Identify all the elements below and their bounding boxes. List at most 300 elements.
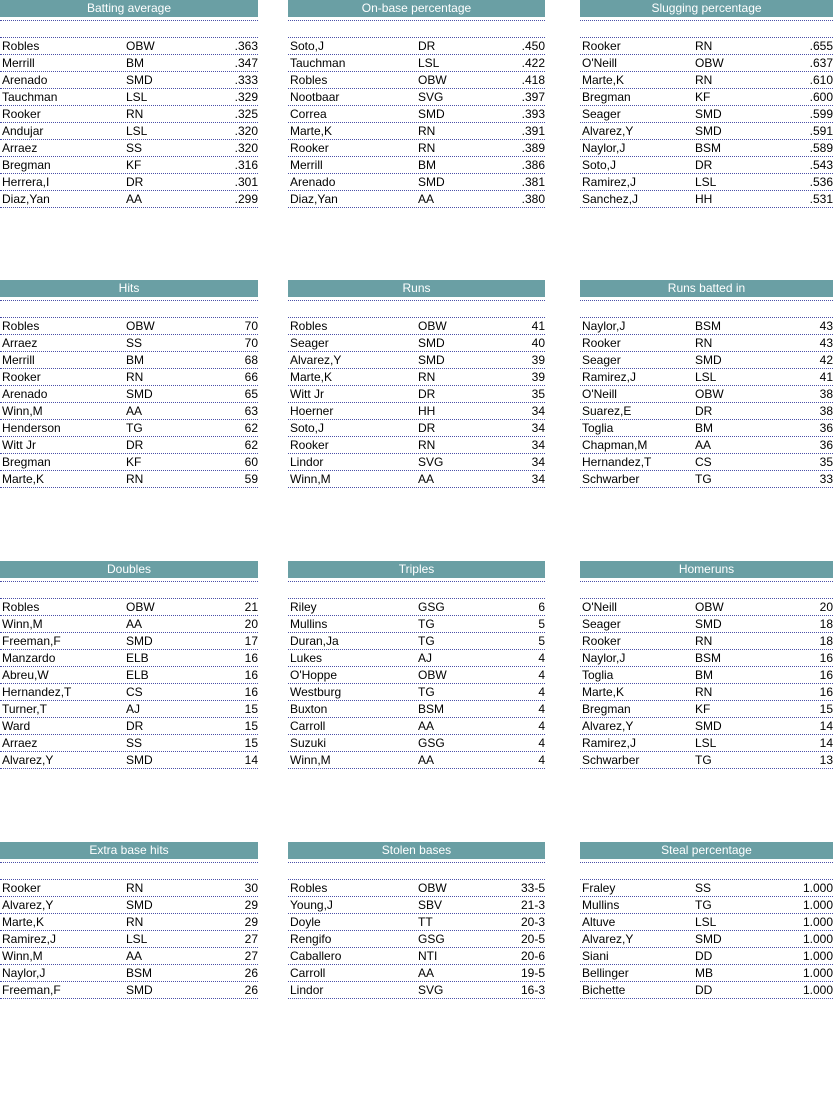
table-row [0, 123, 258, 140]
player-name: Mullins [290, 617, 328, 631]
stat-value: .397 [521, 90, 545, 104]
team-code: TT [418, 915, 433, 929]
stat-value: 21-3 [520, 898, 545, 912]
team-code: MB [695, 966, 713, 980]
player-name: Arenado [2, 73, 48, 87]
team-code: AA [126, 404, 143, 418]
player-name: O'Neill [582, 600, 617, 614]
stat-value: 1.000 [802, 966, 833, 980]
leader-table-extra-base-hits [0, 842, 258, 1054]
divider [288, 862, 545, 863]
player-name: Tauchman [290, 56, 346, 70]
stat-value: .363 [234, 39, 258, 53]
table-row [580, 880, 833, 897]
table-row [0, 191, 258, 208]
team-code: OBW [695, 56, 724, 70]
stat-value: 41 [531, 319, 545, 333]
team-code: SS [126, 141, 143, 155]
team-code: BM [695, 668, 713, 682]
table-row [580, 140, 833, 157]
player-name: Marte,K [582, 73, 625, 87]
stat-value: 70 [244, 319, 258, 333]
stat-value: .531 [809, 192, 833, 206]
stat-value: 43 [819, 336, 833, 350]
team-code: BSM [695, 651, 722, 665]
stat-value: 16 [819, 685, 833, 699]
player-name: Naylor,J [582, 651, 626, 665]
table-row [288, 880, 545, 897]
row-divider [580, 207, 833, 208]
stat-value: 16-3 [520, 983, 545, 997]
divider [580, 20, 833, 21]
team-code: TG [418, 617, 435, 631]
table-row [288, 89, 545, 106]
stat-value: 1.000 [802, 898, 833, 912]
stat-value: 68 [244, 353, 258, 367]
player-name: Tauchman [2, 90, 58, 104]
stat-value: 36 [819, 421, 833, 435]
stats-section [0, 842, 833, 1108]
stat-value: 62 [244, 421, 258, 435]
table-row [580, 616, 833, 633]
team-code: AA [418, 753, 435, 767]
table-row [0, 650, 258, 667]
team-code: RN [695, 634, 713, 648]
stat-value: 41 [819, 370, 833, 384]
team-code: CS [695, 455, 712, 469]
table-row [580, 386, 833, 403]
team-code: DR [418, 421, 436, 435]
table-header: Batting average [0, 0, 258, 17]
team-code: HH [695, 192, 713, 206]
player-name: Bregman [2, 158, 51, 172]
table-row [580, 106, 833, 123]
table-row [288, 140, 545, 157]
stat-value: .450 [521, 39, 545, 53]
table-row [0, 931, 258, 948]
stat-value: 4 [538, 685, 545, 699]
player-name: Hernandez,T [582, 455, 652, 469]
player-name: Witt Jr [2, 438, 36, 452]
stat-value: 36 [819, 438, 833, 452]
team-code: AA [126, 617, 143, 631]
stat-value: .591 [809, 124, 833, 138]
table-row [580, 318, 833, 335]
stat-value: 1.000 [802, 915, 833, 929]
player-name: Diaz,Yan [2, 192, 50, 206]
table-row [288, 38, 545, 55]
team-code: AA [418, 966, 435, 980]
team-code: SMD [695, 353, 722, 367]
team-code: OBW [126, 600, 155, 614]
stat-value: 4 [538, 702, 545, 716]
team-code: TG [418, 685, 435, 699]
team-code: SS [695, 881, 712, 895]
player-name: Robles [290, 73, 328, 87]
player-name: Bichette [582, 983, 626, 997]
player-name: Witt Jr [290, 387, 324, 401]
player-name: Rooker [2, 107, 41, 121]
player-name: Arenado [2, 387, 48, 401]
player-name: Alvarez,Y [582, 719, 634, 733]
table-header: Doubles [0, 561, 258, 578]
team-code: AJ [418, 651, 433, 665]
team-code: LSL [695, 175, 717, 189]
player-name: Winn,M [290, 753, 331, 767]
player-name: Rooker [582, 39, 621, 53]
stat-value: .333 [234, 73, 258, 87]
team-code: OBW [418, 668, 447, 682]
stat-value: .418 [521, 73, 545, 87]
team-code: SMD [695, 617, 722, 631]
team-code: RN [126, 370, 144, 384]
player-name: Correa [290, 107, 327, 121]
player-name: Carroll [290, 966, 326, 980]
stat-value: 1.000 [802, 932, 833, 946]
team-code: SMD [418, 353, 445, 367]
team-code: TG [695, 753, 712, 767]
table-row [0, 55, 258, 72]
table-row [288, 106, 545, 123]
stat-value: 30 [244, 881, 258, 895]
table-header: Runs [288, 280, 545, 297]
team-code: RN [695, 39, 713, 53]
team-code: SMD [126, 634, 153, 648]
player-name: Siani [582, 949, 609, 963]
table-row [288, 318, 545, 335]
player-name: Henderson [2, 421, 61, 435]
team-code: RN [418, 370, 436, 384]
team-code: DR [126, 438, 144, 452]
stat-value: 16 [244, 668, 258, 682]
stats-section [0, 561, 833, 827]
table-row [288, 403, 545, 420]
team-code: OBW [695, 387, 724, 401]
player-name: Hernandez,T [2, 685, 72, 699]
team-code: DR [126, 175, 144, 189]
stat-value: 34 [531, 404, 545, 418]
table-row [580, 437, 833, 454]
stat-value: .381 [521, 175, 545, 189]
table-row [580, 352, 833, 369]
player-name: Rooker [582, 634, 621, 648]
table-row [580, 369, 833, 386]
team-code: SMD [418, 107, 445, 121]
table-row [288, 667, 545, 684]
table-row [580, 701, 833, 718]
table-row [0, 752, 258, 769]
stat-value: 27 [244, 949, 258, 963]
team-code: DD [695, 949, 713, 963]
player-name: Lindor [290, 455, 324, 469]
player-name: Alvarez,Y [2, 898, 54, 912]
stat-value: 19-5 [520, 966, 545, 980]
team-code: CS [126, 685, 143, 699]
player-name: Robles [290, 319, 328, 333]
table-row [580, 89, 833, 106]
table-row [288, 965, 545, 982]
player-name: Marte,K [2, 915, 45, 929]
player-name: Carroll [290, 719, 326, 733]
stat-value: 4 [538, 668, 545, 682]
player-name: Sanchez,J [582, 192, 639, 206]
table-row [580, 72, 833, 89]
divider [288, 300, 545, 301]
table-row [580, 931, 833, 948]
leader-table-triples [288, 561, 545, 773]
player-name: Freeman,F [2, 634, 61, 648]
player-name: Mullins [582, 898, 620, 912]
player-name: Young,J [290, 898, 333, 912]
stat-value: .655 [809, 39, 833, 53]
leader-table-homeruns [580, 561, 833, 773]
table-row [288, 701, 545, 718]
table-row [580, 174, 833, 191]
team-code: GSG [418, 600, 445, 614]
stat-value: 16 [244, 685, 258, 699]
table-row [0, 633, 258, 650]
table-row [288, 72, 545, 89]
table-row [580, 420, 833, 437]
table-row [0, 38, 258, 55]
player-name: Manzardo [2, 651, 56, 665]
stat-value: .386 [521, 158, 545, 172]
player-name: Alvarez,Y [582, 932, 634, 946]
team-code: TG [695, 472, 712, 486]
table-row [580, 335, 833, 352]
leader-table-on-base-percentage [288, 0, 545, 212]
player-name: Rengifo [290, 932, 332, 946]
stat-value: .589 [809, 141, 833, 155]
stat-value: .380 [521, 192, 545, 206]
team-code: GSG [418, 932, 445, 946]
player-name: Doyle [290, 915, 321, 929]
stat-value: 38 [819, 404, 833, 418]
player-name: Seager [290, 336, 329, 350]
team-code: BM [126, 56, 144, 70]
stat-value: .422 [521, 56, 545, 70]
team-code: AA [126, 192, 143, 206]
player-name: Merrill [2, 353, 35, 367]
table-row [580, 735, 833, 752]
table-row [0, 471, 258, 488]
stat-value: 59 [244, 472, 258, 486]
player-name: Suzuki [290, 736, 327, 750]
table-header: Triples [288, 561, 545, 578]
stat-value: 70 [244, 336, 258, 350]
table-row [0, 89, 258, 106]
stat-value: 66 [244, 370, 258, 384]
row-divider [0, 768, 258, 769]
team-code: OBW [418, 319, 447, 333]
divider [0, 862, 258, 863]
leader-table-batting-average [0, 0, 258, 212]
player-name: Alvarez,Y [2, 753, 54, 767]
player-name: Alvarez,Y [290, 353, 342, 367]
player-name: Winn,M [2, 404, 43, 418]
team-code: SMD [126, 73, 153, 87]
table-header: On-base percentage [288, 0, 545, 17]
table-row [288, 369, 545, 386]
player-name: Nootbaar [290, 90, 340, 104]
team-code: BSM [418, 702, 445, 716]
player-name: Schwarber [582, 472, 640, 486]
table-row [0, 684, 258, 701]
player-name: Seager [582, 617, 621, 631]
player-name: Robles [2, 319, 40, 333]
table-header: Extra base hits [0, 842, 258, 859]
stat-value: 29 [244, 915, 258, 929]
team-code: GSG [418, 736, 445, 750]
player-name: Naylor,J [582, 319, 626, 333]
table-row [0, 318, 258, 335]
stat-value: .325 [234, 107, 258, 121]
stat-value: .536 [809, 175, 833, 189]
row-divider [288, 207, 545, 208]
team-code: LSL [126, 90, 148, 104]
divider [580, 300, 833, 301]
stat-value: 39 [531, 370, 545, 384]
player-name: O'Neill [582, 387, 617, 401]
table-row [580, 752, 833, 769]
table-row [288, 191, 545, 208]
team-code: LSL [695, 915, 717, 929]
team-code: TG [126, 421, 143, 435]
team-code: SMD [695, 124, 722, 138]
team-code: OBW [126, 39, 155, 53]
player-name: Herrera,I [2, 175, 50, 189]
table-row [580, 948, 833, 965]
player-name: Bregman [582, 702, 631, 716]
table-row [0, 157, 258, 174]
table-row [580, 684, 833, 701]
team-code: RN [695, 336, 713, 350]
player-name: Soto,J [290, 421, 325, 435]
player-name: Ramirez,J [582, 370, 637, 384]
table-row [288, 420, 545, 437]
stat-value: .599 [809, 107, 833, 121]
stat-value: 14 [819, 719, 833, 733]
table-row [288, 718, 545, 735]
table-row [0, 701, 258, 718]
table-header: Stolen bases [288, 842, 545, 859]
stat-value: 20 [244, 617, 258, 631]
team-code: OBW [418, 881, 447, 895]
leader-table-runs [288, 280, 545, 492]
player-name: O'Neill [582, 56, 617, 70]
player-name: Toglia [582, 668, 614, 682]
player-name: Abreu,W [2, 668, 49, 682]
leader-table-hits [0, 280, 258, 492]
player-name: Alvarez,Y [582, 124, 634, 138]
stat-value: 33 [819, 472, 833, 486]
stat-value: 20-6 [520, 949, 545, 963]
player-name: Ramirez,J [582, 736, 637, 750]
row-divider [580, 768, 833, 769]
stat-value: 63 [244, 404, 258, 418]
player-name: Winn,M [2, 949, 43, 963]
stat-value: 42 [819, 353, 833, 367]
team-code: RN [126, 107, 144, 121]
player-name: Ward [2, 719, 31, 733]
table-header: Slugging percentage [580, 0, 833, 17]
stat-value: .389 [521, 141, 545, 155]
table-row [580, 633, 833, 650]
table-row [288, 897, 545, 914]
table-row [580, 191, 833, 208]
stat-value: 20 [819, 600, 833, 614]
table-row [0, 897, 258, 914]
leader-table-runs-batted-in [580, 280, 833, 492]
stat-value: .301 [234, 175, 258, 189]
stat-value: 18 [819, 617, 833, 631]
table-row [288, 123, 545, 140]
stat-value: 33-5 [520, 881, 545, 895]
table-row [288, 471, 545, 488]
stat-value: 16 [819, 668, 833, 682]
team-code: AJ [126, 702, 141, 716]
player-name: Bellinger [582, 966, 629, 980]
table-row [0, 140, 258, 157]
player-name: Marte,K [582, 685, 625, 699]
table-row [0, 735, 258, 752]
table-row [580, 718, 833, 735]
table-row [0, 369, 258, 386]
table-row [0, 403, 258, 420]
stat-value: 14 [244, 753, 258, 767]
stat-value: 16 [244, 651, 258, 665]
player-name: Altuve [582, 915, 616, 929]
stat-value: 34 [531, 455, 545, 469]
stat-value: 6 [538, 600, 545, 614]
table-row [288, 454, 545, 471]
player-name: Soto,J [582, 158, 617, 172]
table-row [288, 616, 545, 633]
stat-value: .316 [234, 158, 258, 172]
team-code: SMD [418, 336, 445, 350]
player-name: Turner,T [2, 702, 47, 716]
stat-value: 40 [531, 336, 545, 350]
table-row [0, 437, 258, 454]
stat-value: 26 [244, 966, 258, 980]
stat-value: 4 [538, 736, 545, 750]
team-code: SMD [418, 175, 445, 189]
stat-value: 20-3 [520, 915, 545, 929]
table-row [0, 420, 258, 437]
team-code: NTI [418, 949, 438, 963]
stat-value: .320 [234, 124, 258, 138]
table-row [288, 633, 545, 650]
player-name: Robles [2, 39, 40, 53]
table-row [0, 386, 258, 403]
divider [0, 20, 258, 21]
table-row [288, 335, 545, 352]
team-code: AA [418, 719, 435, 733]
table-row [0, 106, 258, 123]
table-row [580, 454, 833, 471]
team-code: SS [126, 336, 143, 350]
player-name: Soto,J [290, 39, 325, 53]
team-code: DR [418, 39, 436, 53]
stat-value: 62 [244, 438, 258, 452]
team-code: RN [126, 881, 144, 895]
stat-value: 27 [244, 932, 258, 946]
team-code: BM [695, 421, 713, 435]
table-row [288, 386, 545, 403]
stat-value: 1.000 [802, 881, 833, 895]
row-divider [0, 998, 258, 999]
table-row [580, 599, 833, 616]
